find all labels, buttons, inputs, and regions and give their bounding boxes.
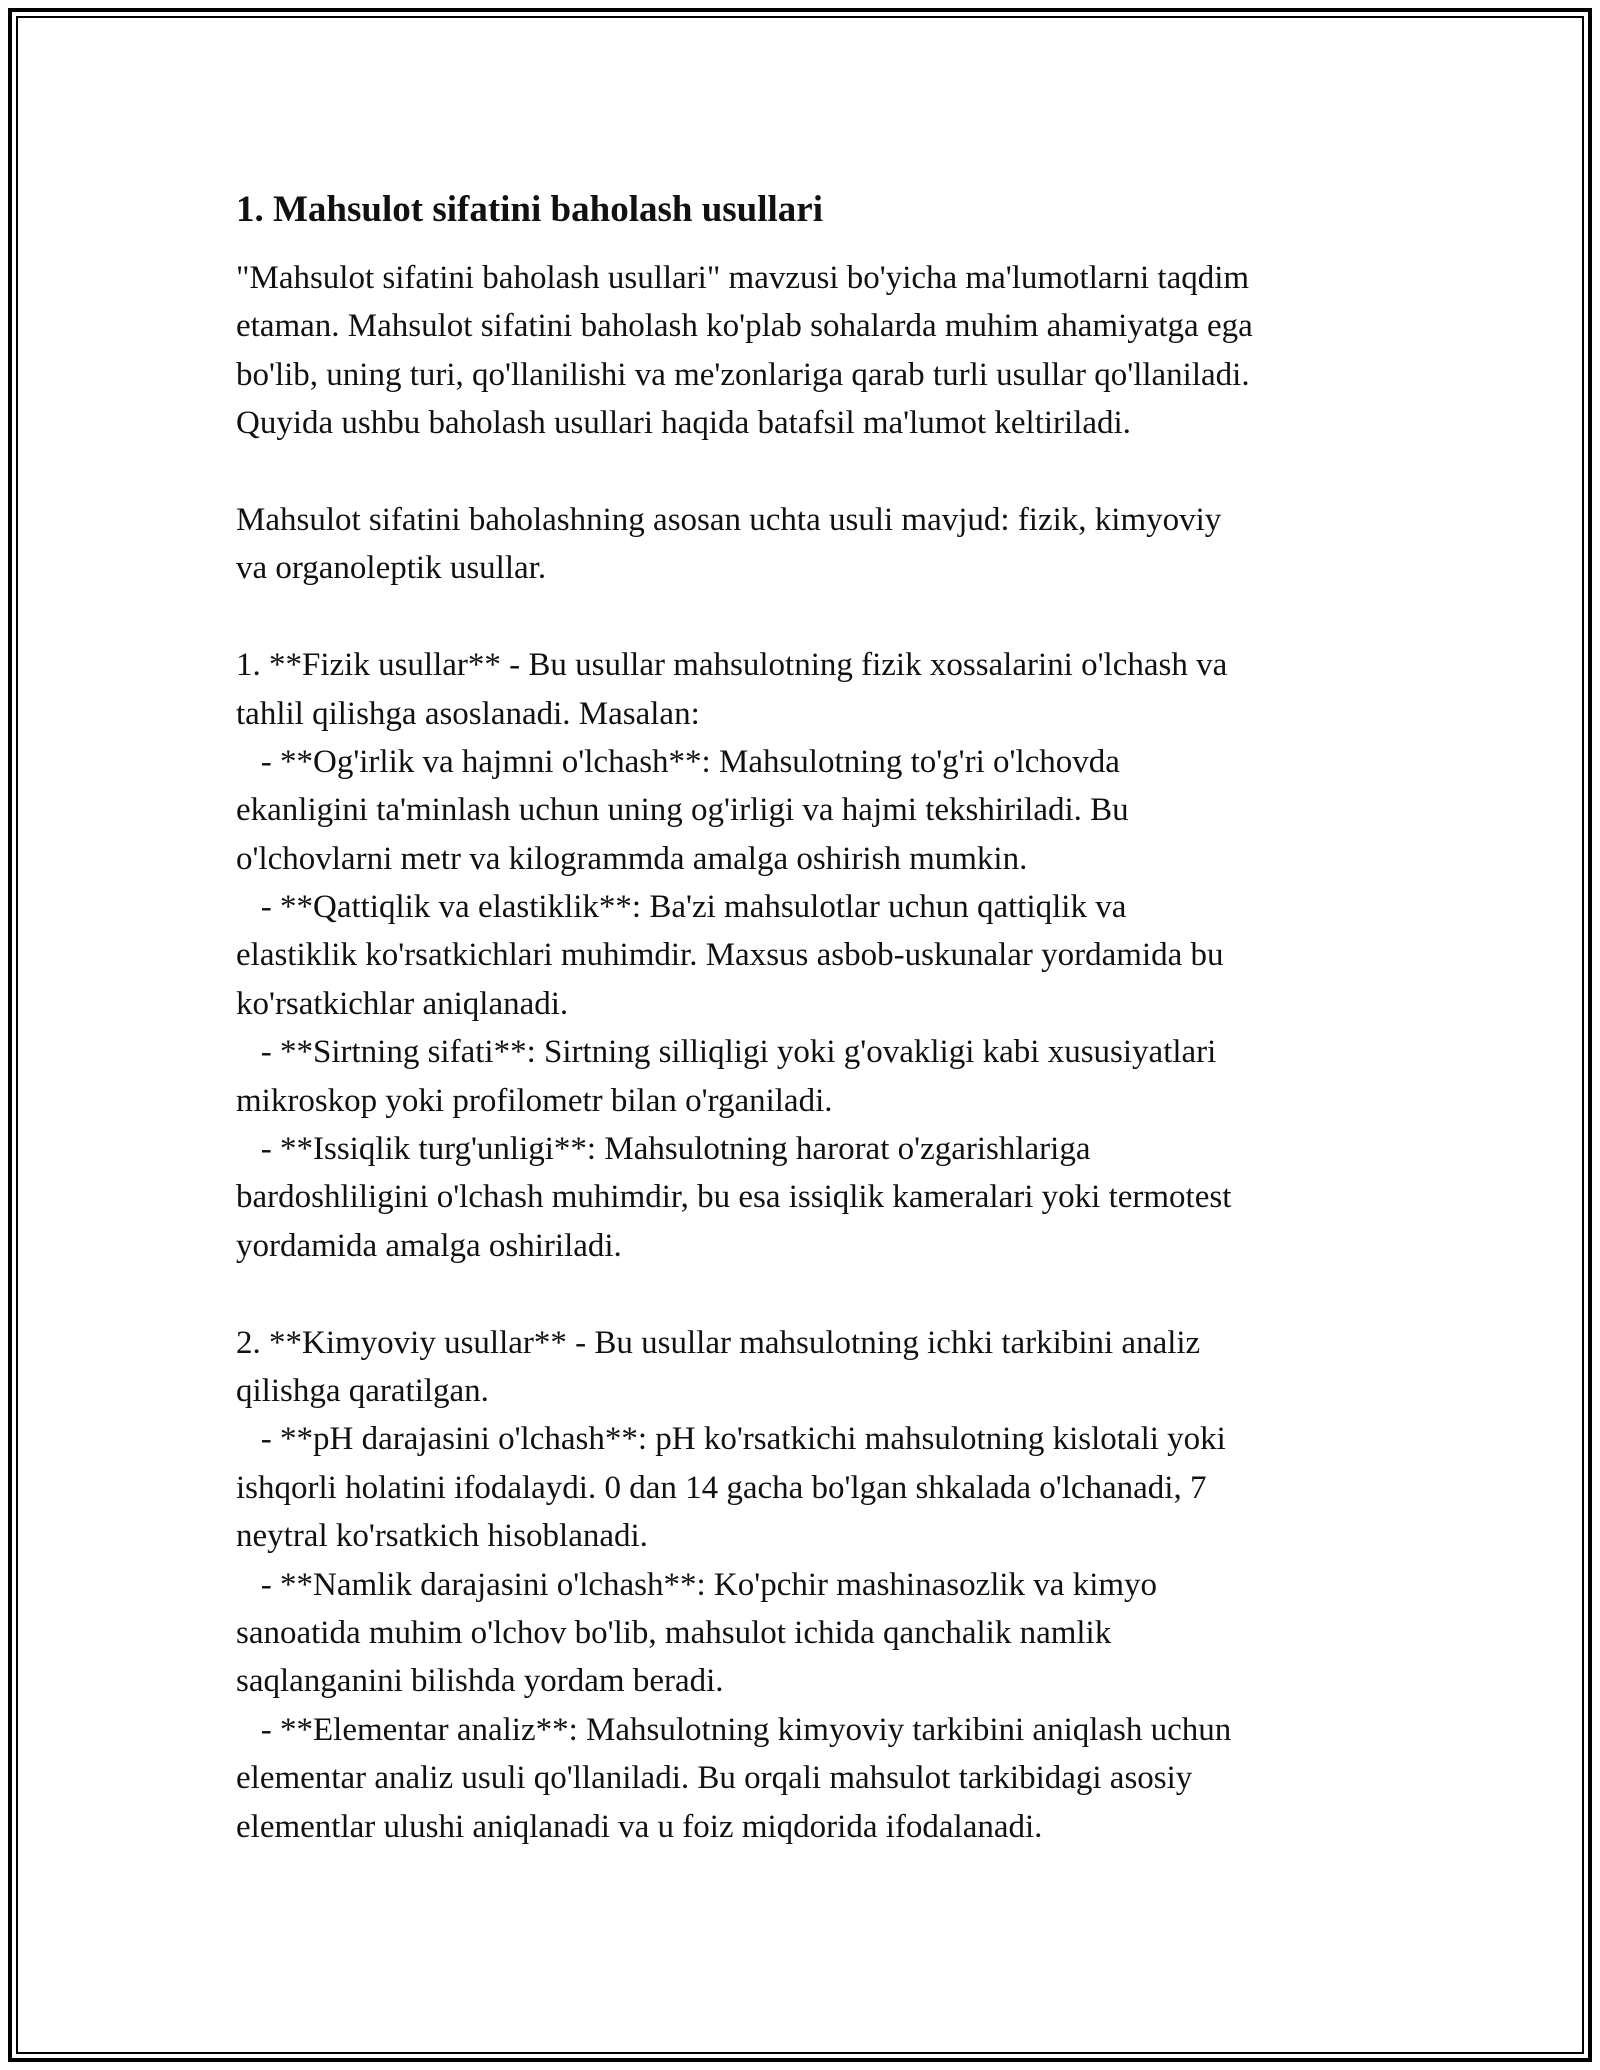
text-line: o'lchovlarni metr va kilogrammda amalga oshirish mumkin. bbox=[236, 840, 1028, 877]
text-line: etaman. Mahsulot sifatini baholash ko'plab sohalarda muhim ahamiyatga ega bbox=[236, 308, 1253, 345]
blank-line bbox=[236, 448, 1386, 496]
text-line: - **Issiqlik turg'unligi**: Mahsulotning harorat o'zgarishlariga bbox=[236, 1131, 1091, 1168]
text-line: tahlil qilishga asoslanadi. Masalan: bbox=[236, 695, 700, 732]
text-line: - **Sirtning sifati**: Sirtning silliqligi yoki g'ovakligi kabi xususiyatlari bbox=[236, 1034, 1217, 1071]
text-line: neytral ko'rsatkich hisoblanadi. bbox=[236, 1518, 648, 1555]
text-line: 1. **Fizik usullar** - Bu usullar mahsulotning fizik xossalarini o'lchash va bbox=[236, 647, 1228, 684]
text-line: Quyida ushbu baholash usullari haqida batafsil ma'lumot keltiriladi. bbox=[236, 405, 1131, 442]
text-line: elementlar ulushi aniqlanadi va u foiz miqdorida ifodalanadi. bbox=[236, 1808, 1043, 1845]
text-line: qilishga qaratilgan. bbox=[236, 1372, 489, 1409]
text-line: bardoshliligini o'lchash muhimdir, bu esa issiqlik kameralari yoki termotest bbox=[236, 1179, 1232, 1216]
text-line: - **Qattiqlik va elastiklik**: Ba'zi mahsulotlar uchun qattiqlik va bbox=[236, 889, 1127, 926]
text-line: - **pH darajasini o'lchash**: pH ko'rsatkichi mahsulotning kislotali yoki bbox=[236, 1421, 1226, 1458]
text-line: yordamida amalga oshiriladi. bbox=[236, 1227, 622, 1264]
blank-line bbox=[236, 1270, 1386, 1318]
document-body bbox=[236, 185, 1386, 1851]
text-line: 2. **Kimyoviy usullar** - Bu usullar mahsulotning ichki tarkibini analiz bbox=[236, 1324, 1201, 1361]
document-text bbox=[236, 254, 1386, 1851]
text-line: va organoleptik usullar. bbox=[236, 550, 547, 587]
document-heading: 1. Mahsulot sifatini baholash usullari bbox=[236, 189, 824, 230]
blank-line bbox=[236, 593, 1386, 641]
text-line: ishqorli holatini ifodalaydi. 0 dan 14 gacha bo'lgan shkalada o'lchanadi, 7 bbox=[236, 1469, 1207, 1506]
text-line: ko'rsatkichlar aniqlanadi. bbox=[236, 985, 569, 1022]
text-line: "Mahsulot sifatini baholash usullari" mavzusi bo'yicha ma'lumotlarni taqdim bbox=[236, 260, 1250, 296]
text-line: - **Namlik darajasini o'lchash**: Ko'pchir mashinasozlik va kimyo bbox=[236, 1566, 1158, 1603]
text-line: Mahsulot sifatini baholashning asosan uchta usuli mavjud: fizik, kimyoviy bbox=[236, 501, 1222, 538]
text-line: bo'lib, uning turi, qo'llanilishi va me'zonlariga qarab turli usullar qo'llaniladi. bbox=[236, 356, 1250, 393]
text-line: saqlanganini bilishda yordam beradi. bbox=[236, 1663, 724, 1700]
text-line: elastiklik ko'rsatkichlari muhimdir. Maxsus asbob-uskunalar yordamida bu bbox=[236, 937, 1224, 974]
text-line: sanoatida muhim o'lchov bo'lib, mahsulot ichida qanchalik namlik bbox=[236, 1614, 1112, 1651]
text-line: ekanligini ta'minlash uchun uning og'irligi va hajmi tekshiriladi. Bu bbox=[236, 792, 1129, 829]
text-line: elementar analiz usuli qo'llaniladi. Bu orqali mahsulot tarkibidagi asosiy bbox=[236, 1760, 1193, 1797]
text-line: - **Og'irlik va hajmni o'lchash**: Mahsulotning to'g'ri o'lchovda bbox=[236, 743, 1120, 780]
text-line: mikroskop yoki profilometr bilan o'rganiladi. bbox=[236, 1082, 833, 1119]
text-line: - **Elementar analiz**: Mahsulotning kimyoviy tarkibini aniqlash uchun bbox=[236, 1711, 1232, 1748]
